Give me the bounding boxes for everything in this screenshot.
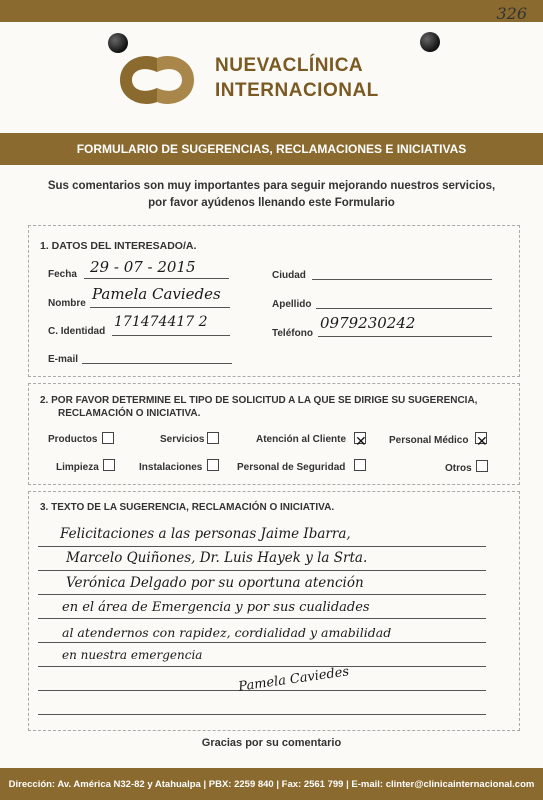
handwritten-line-3: Verónica Delgado por su oportuna atención [66,575,364,591]
email-label: E-mail [48,354,79,365]
signature: Pamela Caviedes [237,664,351,695]
brand-name-line1: NUEVACLÍNICA [215,55,364,76]
ciudad-label: Ciudad [272,270,306,281]
checkmark-icon: ✕ [476,434,488,450]
punch-hole-right [420,32,440,52]
option-instalaciones-checkbox[interactable] [207,459,219,471]
option-limpieza-label: Limpieza [56,462,99,473]
section3-title: 3. TEXTO DE LA SUGERENCIA, RECLAMACIÓN O INICIATIVA. [40,502,335,513]
option-seguridad-checkbox[interactable] [354,459,366,471]
nombre-value: Pamela Caviedes [92,285,221,303]
nombre-label: Nombre [48,298,86,309]
option-limpieza-checkbox[interactable] [103,459,115,471]
section2-title-line1: 2. POR FAVOR DETERMINE EL TIPO DE SOLICITUD A LA QUE SE DIRIGE SU SUGERENCIA, [40,395,478,406]
fecha-field[interactable] [84,278,229,279]
cedula-value: 171474417 2 [114,314,208,330]
option-atencion-checkbox[interactable] [354,432,367,450]
text-line[interactable] [38,594,486,595]
apellido-field[interactable] [316,308,492,309]
nombre-field[interactable] [90,307,230,308]
option-seguridad-label: Personal de Seguridad [237,462,346,473]
option-personal-medico-checkbox[interactable] [475,432,488,450]
clinic-logo-icon [112,50,202,110]
checkmark-icon: ✕ [355,434,367,450]
footer-contact: Dirección: Av. América N32-82 y Atahualpa | PBX: 2259 840 | Fax: 2561 799 | E-mail: clinter@clinicainternacional.com [0,768,543,800]
option-productos-label: Productos [48,434,98,445]
option-otros-checkbox[interactable] [476,460,488,472]
section2-title-line2: RECLAMACIÓN O INICIATIVA. [58,408,201,419]
option-servicios-checkbox[interactable] [207,432,219,444]
text-line[interactable] [38,666,486,667]
handwritten-line-4: en el área de Emergencia y por sus cualidades [62,600,370,615]
text-line[interactable] [38,714,486,715]
handwritten-line-2: Marcelo Quiñones, Dr. Luis Hayek y la Srta. [66,550,368,566]
telefono-field[interactable] [318,336,492,337]
thanks-text: Gracias por su comentario [201,737,342,749]
handwritten-line-5: al atendernos con rapidez, cordialidad y amabilidad [62,625,392,640]
option-productos-checkbox[interactable] [102,432,114,444]
option-instalaciones-label: Instalaciones [139,462,203,473]
option-servicios-label: Servicios [160,434,205,445]
text-line[interactable] [38,642,486,643]
form-title-banner: FORMULARIO DE SUGERENCIAS, RECLAMACIONES E INICIATIVAS [0,133,543,165]
text-line[interactable] [38,618,486,619]
intro-line-1: Sus comentarios son muy importantes para seguir mejorando nuestros servicios, [47,180,496,192]
option-personal-medico-label: Personal Médico [389,435,469,446]
option-atencion-label: Atención al Cliente [256,434,347,445]
brand-name-line2: INTERNACIONAL [215,80,379,101]
fecha-label: Fecha [48,269,77,280]
text-line[interactable] [38,546,486,547]
telefono-value: 0979230242 [320,314,416,332]
telefono-label: Teléfono [272,328,313,339]
option-otros-label: Otros [445,463,472,474]
cedula-label: C. Identidad [48,326,106,337]
section1-title: 1. DATOS DEL INTERESADO/A. [40,240,197,252]
intro-line-2: por favor ayúdenos llenando este Formulario [148,197,395,209]
page-number: 326 [496,4,527,23]
text-line[interactable] [38,570,486,571]
top-band [0,0,543,22]
handwritten-line-1: Felicitaciones a las personas Jaime Ibarra, [60,526,351,542]
email-field[interactable] [82,363,232,364]
cedula-field[interactable] [112,335,230,336]
ciudad-field[interactable] [312,279,492,280]
fecha-value: 29 - 07 - 2015 [90,258,196,276]
apellido-label: Apellido [272,299,312,310]
handwritten-line-6: en nuestra emergencia [62,648,203,662]
